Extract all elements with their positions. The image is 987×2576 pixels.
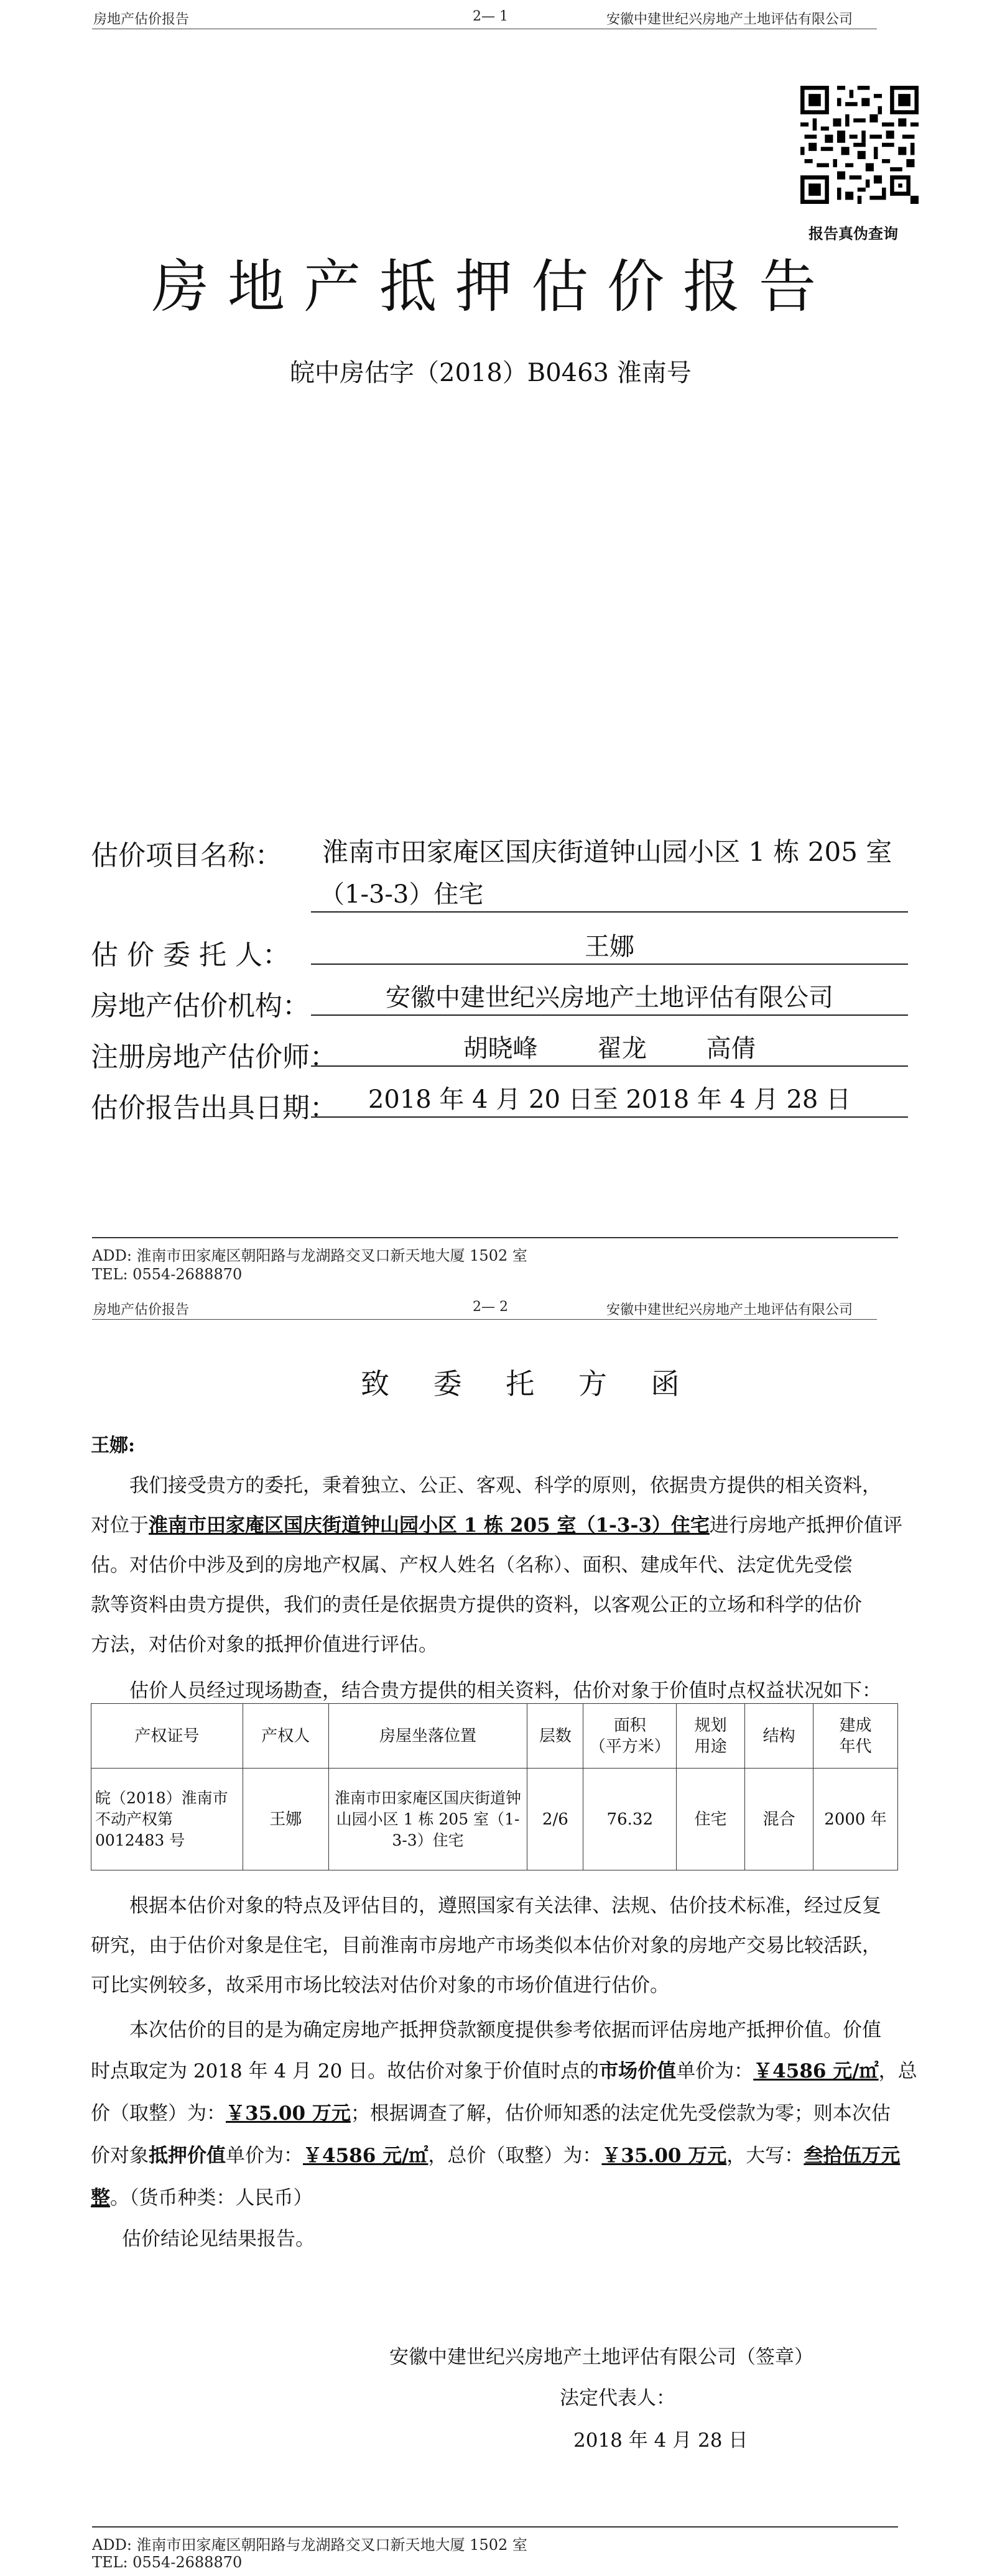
para4-line2 <box>91 2055 917 2083</box>
mortgage-unit-price: ￥4586 元/㎡ <box>303 2145 429 2167</box>
page2-header-page-number: 2— 2 <box>473 1299 508 1315</box>
para4-line5 <box>91 2182 313 2210</box>
letter-title: 致 委 托 方 函 <box>361 1367 697 1401</box>
para3-line3: 可比实例较多，故采用市场比较法对估价对象的市场价值进行估价。 <box>91 1974 669 1997</box>
appraiser-values <box>311 1032 908 1067</box>
mortgage-total-price: ￥35.00 万元 <box>601 2145 727 2167</box>
td-usage: 住宅 <box>677 1769 745 1870</box>
para4-line4-g: ，大写： <box>726 2145 804 2167</box>
appraiser-3: 高倩 <box>706 1034 756 1063</box>
page2-header-right: 安徽中建世纪兴房地产土地评估有限公司 <box>606 1302 853 1318</box>
para4-line3-a: 价（取整）为： <box>91 2102 226 2125</box>
para1-line1: 我们接受贵方的委托，秉着独立、公正、客观、科学的原则，依据贵方提供的相关资料， <box>129 1474 881 1497</box>
para1-line2-pre: 对位于 <box>91 1514 149 1537</box>
page1-footer-rule <box>92 1237 898 1238</box>
para4-line3-c: ；根据调查了解，估价师知悉的法定优先受偿款为零；则本次估 <box>350 2102 891 2125</box>
market-value-label: 市场价值 <box>599 2060 677 2082</box>
mortgage-total-in-words-end: 整 <box>91 2187 110 2209</box>
th-usage: 规划 用途 <box>677 1704 745 1769</box>
page1-footer-address: ADD: 淮南市田家庵区朝阳路与龙湖路交叉口新天地大厦 1502 室 <box>92 1247 527 1264</box>
qr-code-icon[interactable] <box>800 86 919 204</box>
report-title: 房地产抵押估价报告 <box>152 254 835 320</box>
page2-header-left: 房地产估价报告 <box>93 1302 190 1318</box>
para1-line2 <box>91 1509 902 1537</box>
para1-line5: 方法，对估价对象的抵押价值进行评估。 <box>91 1634 438 1656</box>
qr-caption: 报告真伪查询 <box>809 224 898 242</box>
sign-company: 安徽中建世纪兴房地产土地评估有限公司（签章） <box>389 2346 813 2368</box>
para1-line4: 款等资料由贵方提供，我们的责任是依据贵方提供的资料，以客观公正的立场和科学的估价 <box>91 1594 862 1616</box>
para1-line2-post: 进行房地产抵押价值评 <box>709 1514 902 1537</box>
para3-line2: 研究，由于估价对象是住宅，目前淮南市房地产市场类似本估价对象的房地产交易比较活跃， <box>91 1934 881 1957</box>
td-cert-no: 皖（2018）淮南市不动产权第 0012483 号 <box>91 1769 243 1870</box>
project-name-label: 估价项目名称： <box>91 840 282 872</box>
page2-footer-rule <box>92 2526 898 2528</box>
page1-header-page-number: 2— 1 <box>473 9 508 24</box>
table-header-row <box>91 1704 898 1769</box>
appraiser-1: 胡晓峰 <box>463 1034 538 1063</box>
page2-footer-address: ADD: 淮南市田家庵区朝阳路与龙湖路交叉口新天地大厦 1502 室 <box>92 2536 527 2554</box>
appraiser-2: 翟龙 <box>597 1034 647 1063</box>
project-name-value-line2: （1-3-3）住宅 <box>311 878 908 913</box>
client-label: 估 价 委 托 人： <box>91 939 290 971</box>
para4-line4 <box>91 2140 900 2168</box>
market-unit-price: ￥4586 元/㎡ <box>753 2060 879 2082</box>
property-info-table <box>91 1703 898 1870</box>
page1-header-right: 安徽中建世纪兴房地产土地评估有限公司 <box>606 12 853 27</box>
mortgage-total-in-words: 叁拾伍万元 <box>804 2145 901 2167</box>
client-value: 王娜 <box>311 930 908 965</box>
mortgage-value-label: 抵押价值 <box>149 2145 226 2167</box>
td-area: 76.32 <box>583 1769 677 1870</box>
para4-line4-c: 单价为： <box>226 2145 303 2167</box>
page1-footer-tel: TEL: 0554-2688870 <box>92 1266 243 1283</box>
sign-date: 2018 年 4 月 28 日 <box>573 2429 748 2452</box>
para2: 估价人员经过现场勘查，结合贵方提供的相关资料，估价对象于价值时点权益状况如下： <box>129 1680 881 1702</box>
td-structure: 混合 <box>745 1769 813 1870</box>
property-address: 淮南市田家庵区国庆街道钟山园小区 1 栋 205 室（1-3-3）住宅 <box>149 1514 710 1537</box>
td-floors: 2/6 <box>527 1769 583 1870</box>
para5: 估价结论见结果报告。 <box>122 2228 315 2250</box>
letter-salutation: 王娜: <box>91 1435 136 1456</box>
para4-line2-c: 单价为： <box>676 2060 754 2082</box>
para3-line1: 根据本估价对象的特点及评估目的，遵照国家有关法律、法规、估价技术标准，经过反复 <box>129 1895 881 1917</box>
th-year: 建成 年代 <box>813 1704 898 1769</box>
th-structure: 结构 <box>745 1704 813 1769</box>
agency-value: 安徽中建世纪兴房地产土地评估有限公司 <box>311 981 908 1016</box>
appraiser-label: 注册房地产估价师： <box>91 1041 337 1073</box>
td-owner: 王娜 <box>243 1769 328 1870</box>
currency-note: 。（货币种类：人民币） <box>110 2187 313 2209</box>
project-name-value-line1: 淮南市田家庵区国庆街道钟山园小区 1 栋 205 室 <box>322 837 892 867</box>
page1-header-left: 房地产估价报告 <box>93 12 190 27</box>
para4-line4-e: ，总价（取整）为： <box>428 2145 602 2167</box>
th-area: 面积 （平方米） <box>583 1704 677 1769</box>
para4-line4-a: 价对象 <box>91 2145 149 2167</box>
td-year: 2000 年 <box>813 1769 898 1870</box>
report-document-number: 皖中房估字（2018）B0463 淮南号 <box>290 359 692 387</box>
sign-legal-rep: 法定代表人： <box>560 2387 675 2409</box>
td-location: 淮南市田家庵区国庆街道钟山园小区 1 栋 205 室（1-3-3）住宅 <box>328 1769 527 1870</box>
th-floors: 层数 <box>527 1704 583 1769</box>
page2-header-rule <box>92 1319 877 1320</box>
th-owner: 产权人 <box>243 1704 328 1769</box>
report-date-label: 估价报告出具日期： <box>91 1092 337 1124</box>
para1-line3: 估。对估价中涉及到的房地产权属、产权人姓名（名称）、面积、建成年代、法定优先受偿 <box>91 1554 853 1576</box>
para4-line2-e: ，总 <box>878 2060 917 2082</box>
th-cert-no: 产权证号 <box>91 1704 243 1769</box>
market-total-price: ￥35.00 万元 <box>226 2102 351 2125</box>
para4-line1: 本次估价的目的是为确定房地产抵押贷款额度提供参考依据而评估房地产抵押价值。价值 <box>129 2019 881 2041</box>
agency-label: 房地产估价机构： <box>91 990 310 1022</box>
page2-footer-tel: TEL: 0554-2688870 <box>92 2554 243 2571</box>
th-location: 房屋坐落位置 <box>328 1704 527 1769</box>
report-date-value: 2018 年 4 月 20 日至 2018 年 4 月 28 日 <box>311 1083 908 1118</box>
para4-line3 <box>91 2097 891 2125</box>
para4-line2-a: 时点取定为 2018 年 4 月 20 日。故估价对象于价值时点的 <box>91 2060 600 2082</box>
table-row <box>91 1769 898 1870</box>
